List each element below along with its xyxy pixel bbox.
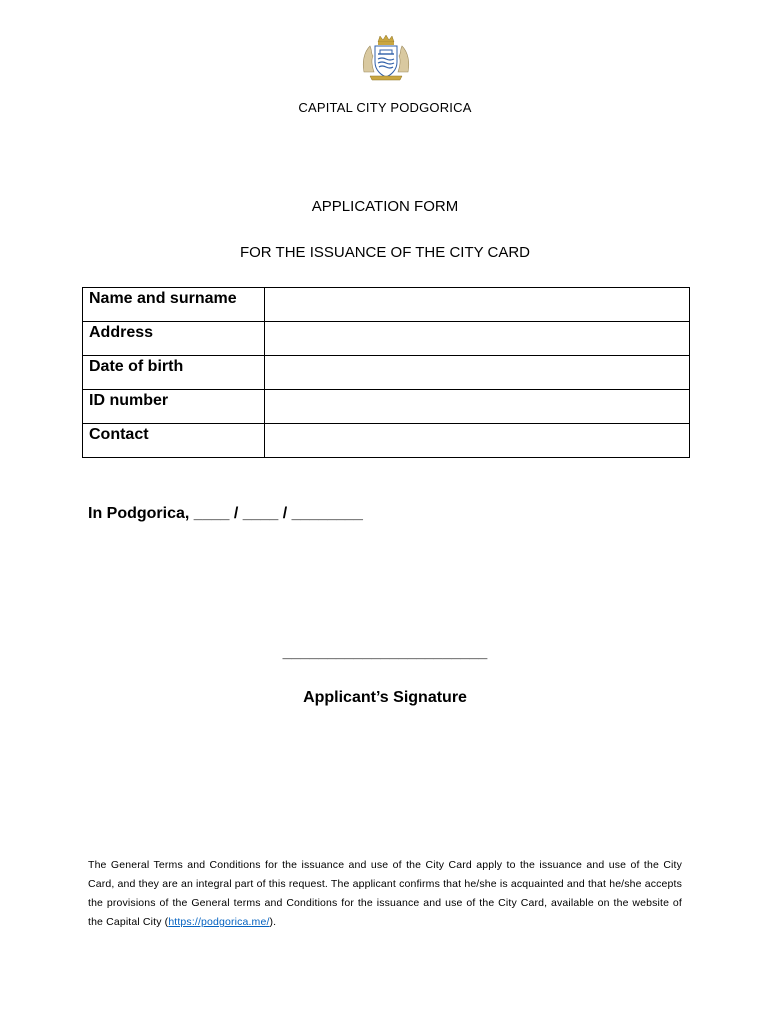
city-name: CAPITAL CITY PODGORICA xyxy=(298,100,472,115)
table-row xyxy=(83,356,690,390)
place-date-line: In Podgorica, ____ / ____ / ________ xyxy=(88,505,363,522)
contact-field[interactable] xyxy=(265,424,690,458)
id-number-label: ID number xyxy=(83,390,265,424)
terms-paragraph xyxy=(88,856,682,932)
applicant-details-table xyxy=(82,287,690,458)
name-surname-field[interactable] xyxy=(265,288,690,322)
table-row xyxy=(83,322,690,356)
signature-label: Applicant’s Signature xyxy=(303,689,467,706)
form-subtitle: FOR THE ISSUANCE OF THE CITY CARD xyxy=(239,244,531,261)
date-of-birth-field[interactable] xyxy=(265,356,690,390)
terms-text: The General Terms and Conditions for the issuance and use of the City Card apply to the issuance and use of the City Card, and they are an integral part of this request. The applicant confirms that he/she is acquainted and that he/she accepts the provisions of the General terms and Conditions for the issuance and use of the City Card, available on the website of the Capital City ( xyxy=(88,859,682,928)
website-link[interactable]: https://podgorica.me/ xyxy=(168,916,270,928)
address-field[interactable] xyxy=(265,322,690,356)
table-row xyxy=(83,390,690,424)
date-of-birth-label: Date of birth xyxy=(83,356,265,390)
name-surname-label: Name and surname xyxy=(83,288,265,322)
address-label: Address xyxy=(83,322,265,356)
contact-label: Contact xyxy=(83,424,265,458)
id-number-field[interactable] xyxy=(265,390,690,424)
signature-line: _______________________ xyxy=(282,644,488,661)
coat-of-arms-logo xyxy=(358,32,414,84)
form-title: APPLICATION FORM xyxy=(311,198,459,215)
table-row xyxy=(83,424,690,458)
terms-suffix: ). xyxy=(269,916,277,928)
table-row xyxy=(83,288,690,322)
